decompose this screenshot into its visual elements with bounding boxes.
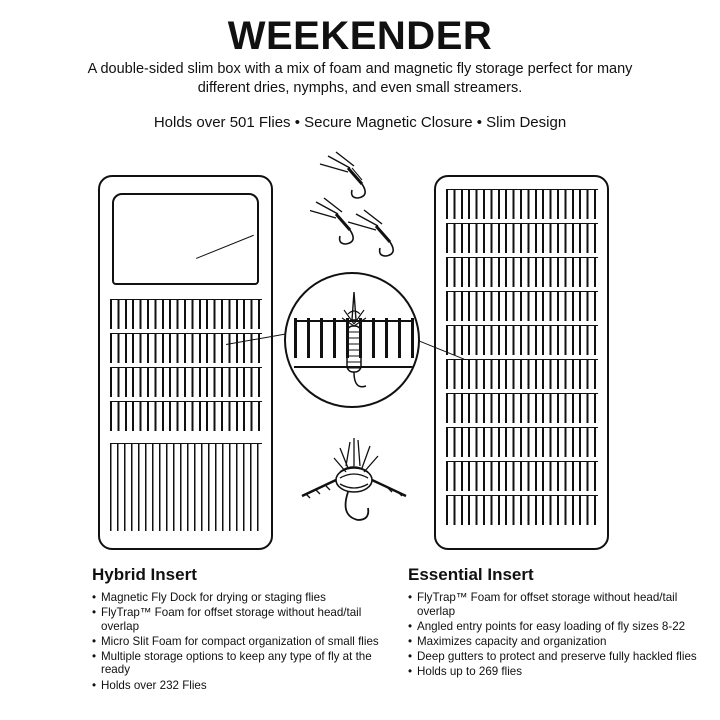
list-item: • Maximizes capacity and organization: [408, 635, 708, 649]
essential-insert-illustration: [434, 175, 609, 550]
list-item: • Angled entry points for easy loading of fly sizes 8-22: [408, 620, 708, 634]
list-item: • Magnetic Fly Dock for drying or staging flies: [92, 591, 392, 605]
list-item: • Multiple storage options to keep any type of fly at the ready: [92, 650, 392, 677]
fly-illustration-bottom: [288, 436, 418, 546]
fly-illustration-top: [310, 150, 420, 270]
list-item: • Micro Slit Foam for compact organization of small flies: [92, 635, 392, 649]
fly-detail-icon: [286, 274, 420, 408]
foam-detail-magnifier: [284, 272, 420, 408]
hybrid-insert-column: [92, 565, 392, 694]
hybrid-insert-bullet-list: [92, 591, 392, 692]
essential-insert-heading: Essential Insert: [408, 565, 534, 584]
list-item: • FlyTrap™ Foam for offset storage without head/tail overlap: [92, 606, 392, 633]
magnetic-fly-dock-shape: [112, 193, 259, 285]
diagram-area: [0, 150, 720, 550]
essential-insert-bullet-list: [408, 591, 708, 679]
list-item: • Holds up to 269 flies: [408, 665, 708, 679]
feature-summary-line: Holds over 501 Flies • Secure Magnetic Closure • Slim Design: [153, 114, 567, 131]
page-title: WEEKENDER: [227, 14, 493, 58]
list-item: • Holds over 232 Flies: [92, 679, 392, 693]
list-item: • Deep gutters to protect and preserve fully hackled flies: [408, 650, 708, 664]
list-item: • FlyTrap™ Foam for offset storage without head/tail overlap: [408, 591, 708, 618]
hybrid-insert-illustration: [98, 175, 273, 550]
flytrap-foam-rows-left: [110, 299, 262, 439]
essential-insert-column: [408, 565, 708, 680]
flytrap-foam-rows-right: [446, 189, 598, 539]
hybrid-insert-heading: Hybrid Insert: [92, 565, 197, 584]
product-subtitle: A double-sided slim box with a mix of foam and magnetic fly storage perfect for many different dries, nymphs, and even small streamers.: [87, 61, 633, 96]
micro-slit-foam-section: [110, 443, 262, 531]
